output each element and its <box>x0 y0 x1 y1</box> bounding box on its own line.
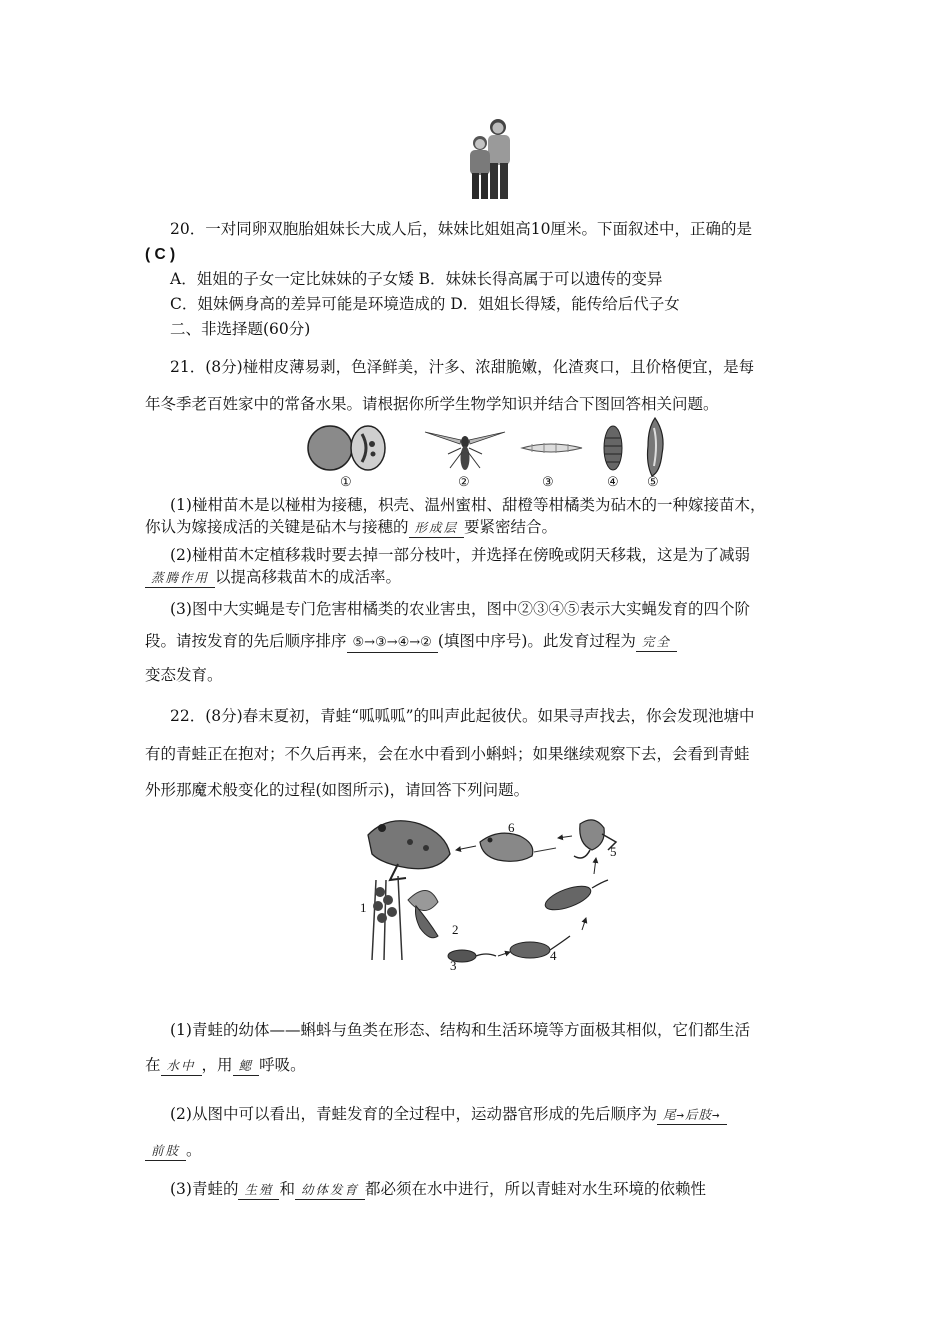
q21-p1-line2: 你认为嫁接成活的关键是砧木与接穗的 形成层 要紧密结合。 <box>145 518 558 536</box>
q21-answer-sequence: ⑤→③→④→② <box>347 634 438 653</box>
q20-option-d: D．姐姐长得矮，能传给后代子女 <box>450 295 680 313</box>
q22-answer-reproduction: 生殖 <box>238 1181 279 1200</box>
fig-adult-fly <box>425 432 505 470</box>
q22-p1-line1: (1)青蛙的幼体——蝌蚪与鱼类在形态、结构和生活环境等方面极其相似，它们都生活 <box>170 1021 750 1039</box>
fig-label-3: 3 <box>450 958 457 973</box>
q21-p3-line1: (3)图中大实蝇是专门危害柑橘类的农业害虫，图中②③④⑤表示大实蝇发育的四个阶 <box>170 600 750 618</box>
q22-answer-organs-part2: 前肢 <box>145 1142 186 1161</box>
section-2-heading: 二、非选择题(60分) <box>170 320 311 338</box>
fig-label-1: ① <box>340 474 352 489</box>
q21-answer-complete: 完全 <box>636 633 677 652</box>
fig-label-3: ③ <box>542 474 554 489</box>
q22-answer-gills: 鳃 <box>233 1057 260 1076</box>
q22-answer-organs-part1: 尾→后肢→ <box>657 1106 727 1125</box>
fig-tadpole-late <box>510 936 570 958</box>
q22-answer-water: 水中 <box>161 1057 202 1076</box>
q21-p1-line1: (1)椪柑苗木是以椪柑为接穗，枳壳、温州蜜柑、甜橙等柑橘类为砧木的一种嫁接苗木， <box>170 496 766 514</box>
fig-label-4: 4 <box>550 948 557 963</box>
fig-label-2: 2 <box>452 922 459 937</box>
q22-p2-line2: 前肢 。 <box>145 1139 810 1161</box>
fig-tadpole-growing <box>542 880 608 915</box>
q22-intro-3: 外形那魔术般变化的过程(如图所示)，请回答下列问题。 <box>145 781 530 799</box>
q21-p3-line2: 段。请按发育的先后顺序排序 ⑤→③→④→② (填图中序号)。此发育过程为 完全 <box>145 630 810 653</box>
q20-answer: ( C ) <box>145 246 176 263</box>
q20-option-b: B．妹妹长得高属于可以遗传的变异 <box>418 270 663 288</box>
q22-p2-line1: (2)从图中可以看出，青蛙发育的全过程中，运动器官形成的先后顺序为 尾→后肢→ <box>170 1103 810 1125</box>
fig-larva <box>522 443 582 453</box>
fig-label-1: 1 <box>360 900 367 915</box>
fig-label-2: ② <box>458 474 470 489</box>
q22-p3-line1: (3)青蛙的 生殖 和 幼体发育 都必须在水中进行，所以青蛙对水生环境的依赖性 <box>170 1180 707 1198</box>
q21-intro-2: 年冬季老百姓家中的常备水果。请根据你所学生物学知识并结合下图回答相关问题。 <box>145 395 719 413</box>
q20-option-a: A．姐姐的子女一定比妹妹的子女矮 <box>170 270 414 288</box>
q21-answer-cambium: 形成层 <box>409 519 465 538</box>
fig-egg <box>648 418 664 476</box>
q22-p1-line2: 在 水中 ，用 鳃 呼吸。 <box>145 1056 306 1074</box>
q21-p2-line1: (2)椪柑苗木定植移栽时要去掉一部分枝叶，并选择在傍晚或阴天移栽，这是为了减弱 <box>170 546 750 564</box>
fig-label-5: ⑤ <box>647 474 659 489</box>
q22-intro-1: 22．(8分)春末夏初，青蛙“呱呱呱”的叫声此起彼伏。如果寻声找去，你会发现池塘中 <box>170 707 755 725</box>
q22-frog-lifecycle-figure <box>358 810 628 975</box>
q22-intro-2: 有的青蛙正在抱对；不久后再来，会在水中看到小蝌蚪；如果继续观察下去，会看到青蛙 <box>145 745 750 763</box>
fig-adult-frog <box>368 821 450 880</box>
fig-froglet <box>480 833 556 861</box>
fig-label-5: 5 <box>610 844 617 859</box>
fig-pupa <box>604 426 622 470</box>
fig-egg-mass <box>372 876 438 960</box>
twins-photo <box>462 113 522 203</box>
q20-options-cd <box>170 293 810 315</box>
q21-p3-line3: 变态发育。 <box>145 666 223 684</box>
q21-p2-line2: 蒸腾作用 以提高移栽苗木的成活率。 <box>145 566 810 588</box>
fig-label-6: 6 <box>508 820 515 835</box>
fig-label-4: ④ <box>607 474 619 489</box>
q21-intro-1: 21．(8分)椪柑皮薄易剥，色泽鲜美，汁多、浓甜脆嫩，化渣爽口，且价格便宜，是每 <box>170 358 755 376</box>
q20-stem: 20．一对同卵双胞胎姐妹长大成人后，妹妹比姐姐高10厘米。下面叙述中，正确的是 <box>170 220 752 238</box>
q21-answer-transpiration: 蒸腾作用 <box>145 569 215 588</box>
q20-option-c: C．姐妹俩身高的差异可能是环境造成的 <box>170 295 446 313</box>
fig-orange-fruit <box>308 426 385 470</box>
q20-options-ab <box>170 268 810 290</box>
q21-fly-lifecycle-figure <box>300 414 680 490</box>
q22-answer-larval-development: 幼体发育 <box>295 1181 365 1200</box>
